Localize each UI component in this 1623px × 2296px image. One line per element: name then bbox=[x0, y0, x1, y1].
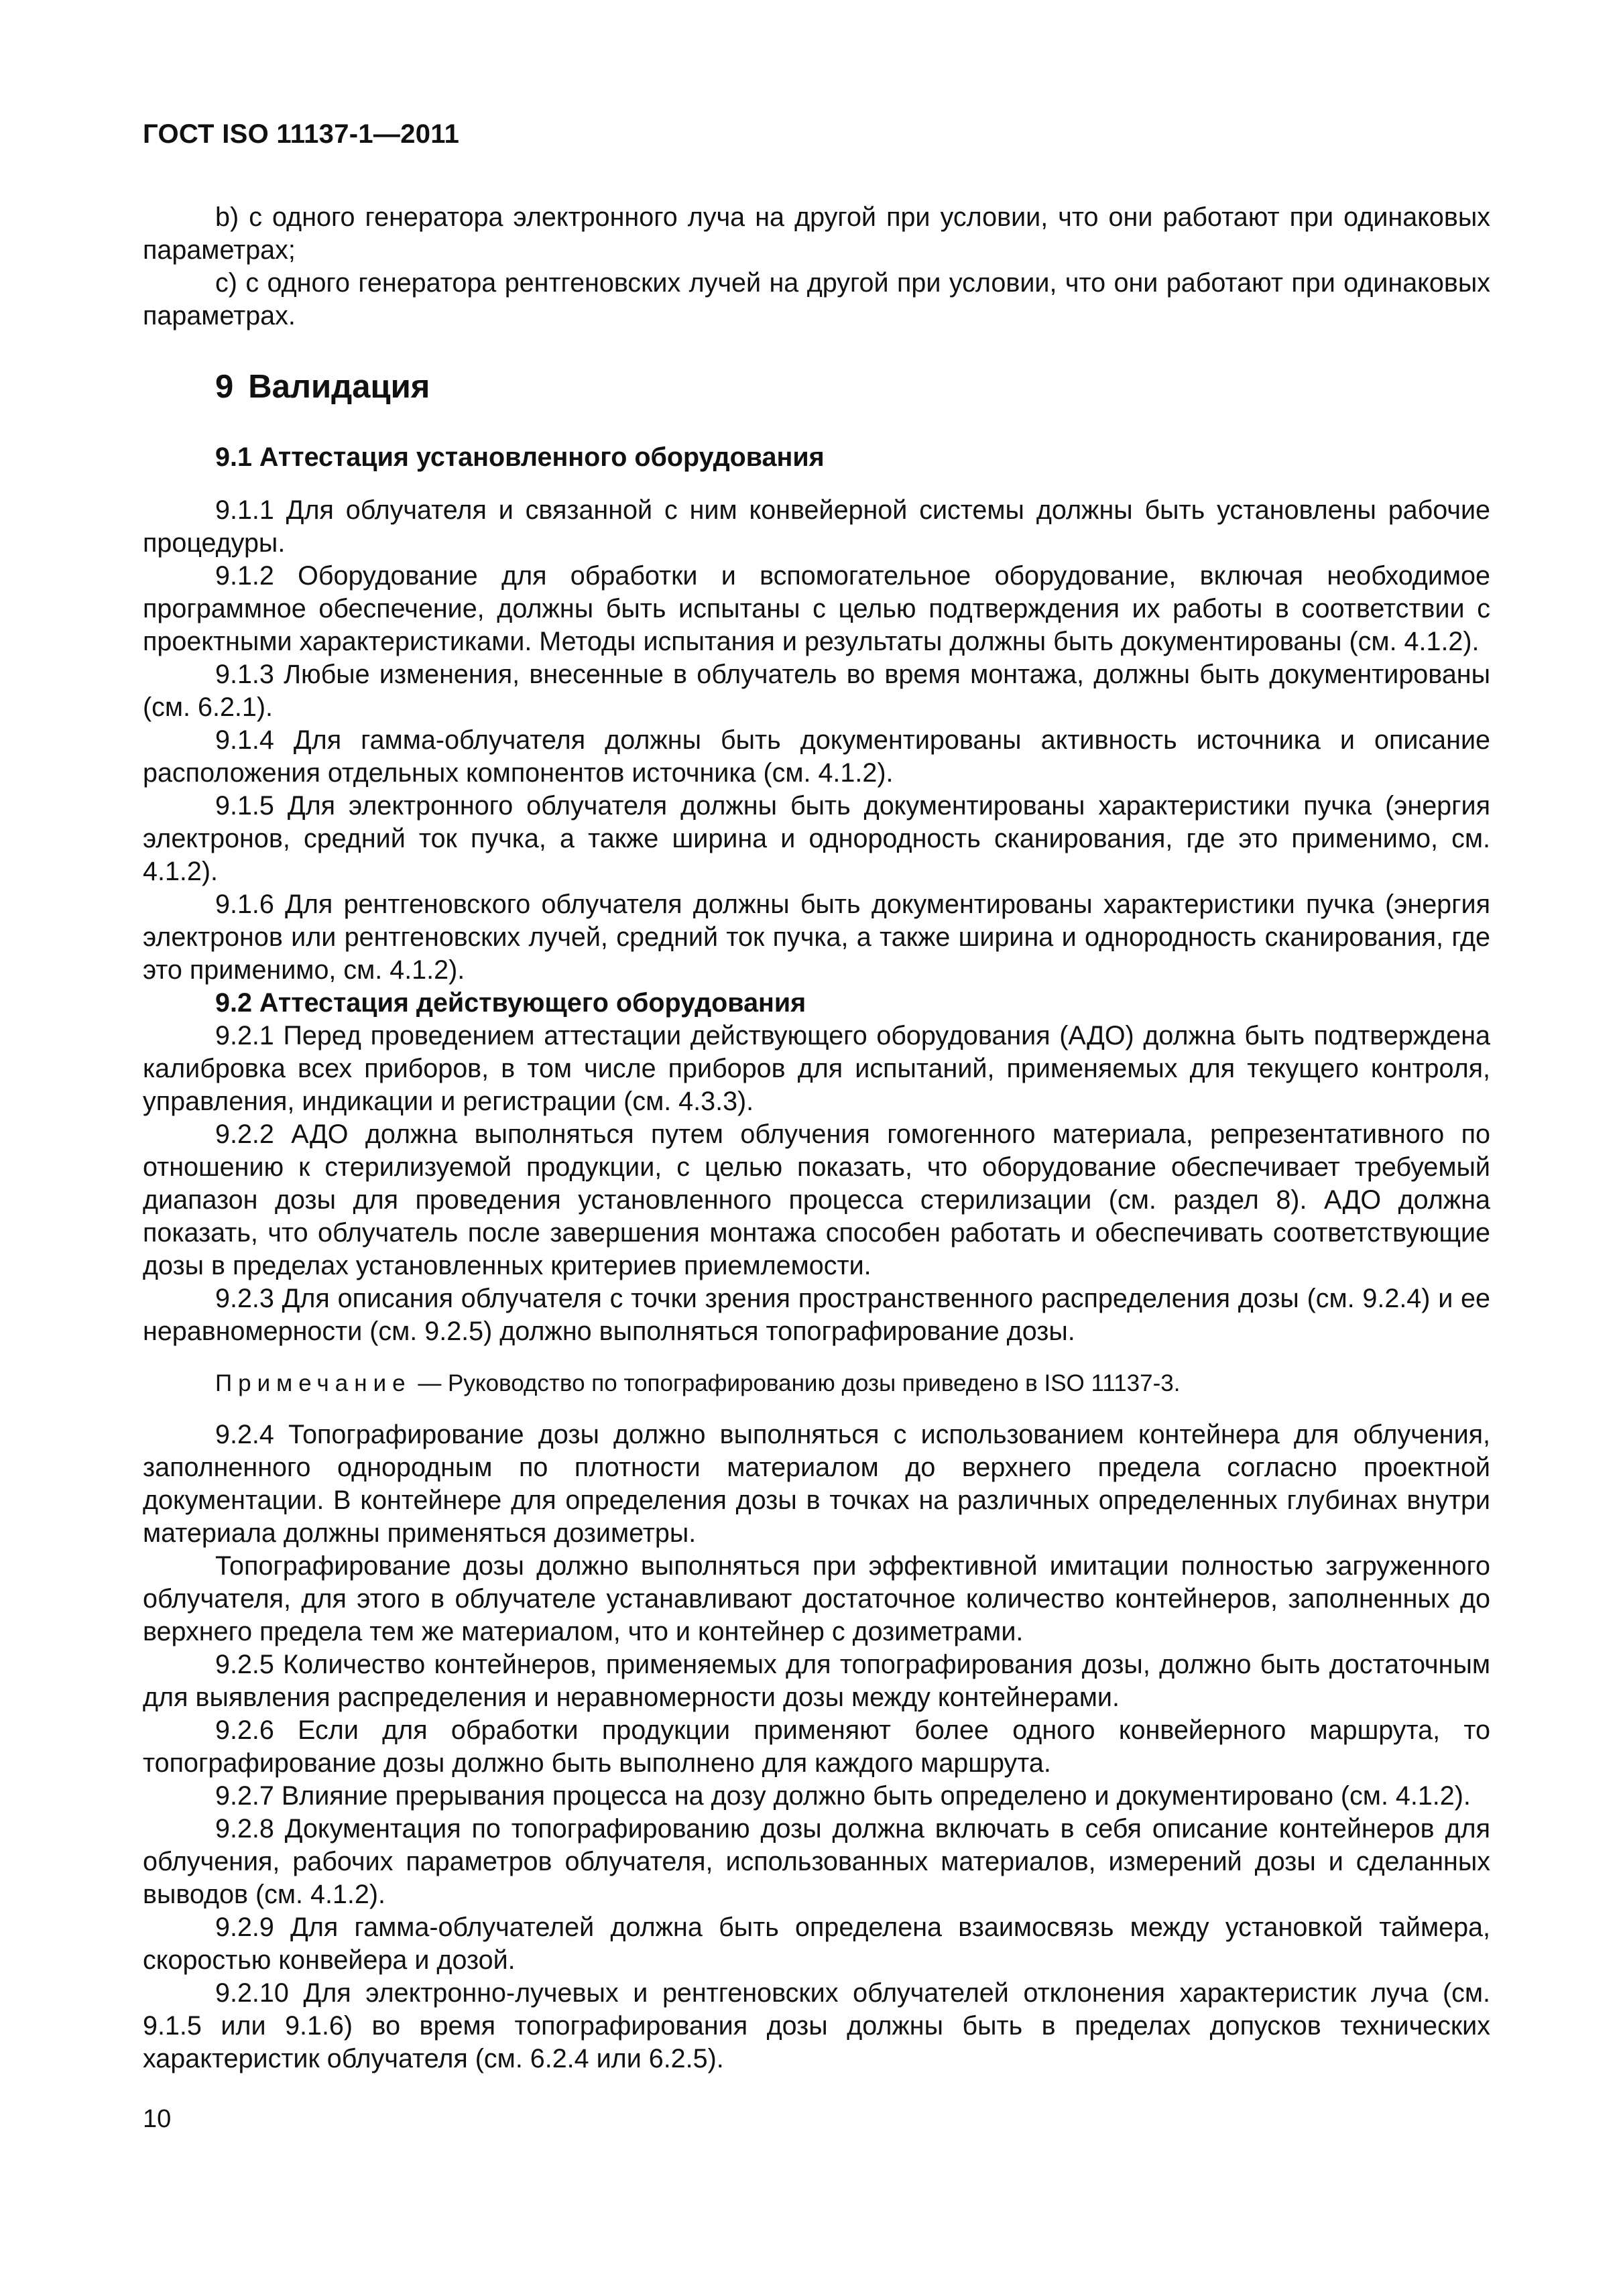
paragraph-item-b: b) с одного генератора электронного луча на другой при условии, что они работают при одинаковых параметрах; bbox=[143, 202, 1490, 265]
paragraph-9-2-8: 9.2.8 Документация по топографированию дозы должна включать в себя описание контейнеров для облучения, рабочих параметров облучателя, использованных материалов, измерений дозы и сделанных выводов (см. 4.1.2). bbox=[143, 1814, 1490, 1909]
page-number: 10 bbox=[143, 2105, 172, 2133]
paragraph-9-2-7: 9.2.7 Влияние прерывания процесса на дозу должно быть определено и документировано (см. 4.1.2). bbox=[215, 1781, 1471, 1811]
paragraph-9-2-1: 9.2.1 Перед проведением аттестации действующего оборудования (АДО) должна быть подтверждена калибровка всех приборов, в том числе приборов для испытаний, применяемых для текущего контроля, управления, индикации и регистрации (см. 4.3.3). bbox=[143, 1021, 1490, 1116]
paragraph-9-2-6: 9.2.6 Если для обработки продукции применяют более одного конвейерного маршрута, то топографирование дозы должно быть выполнено для каждого маршрута. bbox=[143, 1715, 1490, 1778]
note-label: Примечание bbox=[215, 1370, 412, 1396]
note-text: — Руководство по топографированию дозы приведено в ISO 11137-3. bbox=[411, 1370, 1181, 1396]
paragraph-9-2-4-continued: Топографирование дозы должно выполняться при эффективной имитации полностью загруженного облучателя, для этого в облучателе устанавливают достаточное количество контейнеров, заполненных до верхнего предела тем же материалом, что и контейнер с дозиметрами. bbox=[143, 1551, 1490, 1646]
section-title: Валидация bbox=[248, 369, 430, 405]
paragraph-9-1-1: 9.1.1 Для облучателя и связанной с ним конвейерной системы должны быть установлены рабочие процедуры. bbox=[143, 495, 1490, 558]
paragraph-9-2-9: 9.2.9 Для гамма-облучателей должна быть определена взаимосвязь между установкой таймера, скоростью конвейера и дозой. bbox=[143, 1913, 1490, 1975]
section-heading-9 bbox=[215, 367, 1490, 407]
paragraph-9-2-10: 9.2.10 Для электронно-лучевых и рентгеновских облучателей отклонения характеристик луча (см. 9.1.5 или 9.1.6) во время топографирования дозы должны быть в пределах допусков технических характеристик облучателя (см. 6.2.4 или 6.2.5). bbox=[143, 1978, 1490, 2073]
document-body bbox=[143, 201, 1490, 2075]
paragraph-9-1-5: 9.1.5 Для электронного облучателя должны быть документированы характеристики пучка (энергия электронов, средний ток пучка, а также ширина и однородность сканирования, где это применимо, см. 4.1.2). bbox=[143, 791, 1490, 886]
paragraph-9-2-4: 9.2.4 Топографирование дозы должно выполняться с использованием контейнера для облучения, заполненного однородным по плотности материалом до верхнего предела согласно проектной документации. В контейнере для определения дозы в точках на различных определенных глубинах внутри материала должны применяться дозиметры. bbox=[143, 1420, 1490, 1548]
note bbox=[143, 1368, 1490, 1398]
paragraph-9-1-4: 9.1.4 Для гамма-облучателя должны быть документированы активность источника и описание расположения отдельных компонентов источника (см. 4.1.2). bbox=[143, 725, 1490, 788]
subsection-heading-9-1: 9.1 Аттестация установленного оборудования bbox=[215, 442, 825, 472]
subsection-heading-9-2: 9.2 Аттестация действующего оборудования bbox=[215, 988, 806, 1018]
paragraph-9-1-3: 9.1.3 Любые изменения, внесенные в облучатель во время монтажа, должны быть документированы (см. 6.2.1). bbox=[143, 660, 1490, 722]
paragraph-item-c: c) с одного генератора рентгеновских лучей на другой при условии, что они работают при одинаковых параметрах. bbox=[143, 268, 1490, 330]
section-number: 9 bbox=[215, 369, 234, 405]
paragraph-9-2-2: 9.2.2 АДО должна выполняться путем облучения гомогенного материала, репрезентативного по отношению к стерилизуемой продукции, с целью показать, что оборудование обеспечивает требуемый диапазон дозы для проведения установленного процесса стерилизации (см. раздел 8). АДО должна показать, что облучатель после завершения монтажа способен работать и обеспечивать соответствующие дозы в пределах установленных критериев приемлемости. bbox=[143, 1120, 1490, 1280]
paragraph-9-1-6: 9.1.6 Для рентгеновского облучателя должны быть документированы характеристики пучка (энергия электронов или рентгеновских лучей, средний ток пучка, а также ширина и однородность сканирования, где это применимо, см. 4.1.2). bbox=[143, 890, 1490, 985]
paragraph-9-1-2: 9.1.2 Оборудование для обработки и вспомогательное оборудование, включая необходимое программное обеспечение, должны быть испытаны с целью подтверждения их работы в соответствии с проектными характеристиками. Методы испытания и результаты должны быть документированы (см. 4.1.2). bbox=[143, 561, 1490, 656]
document-header: ГОСТ ISO 11137-1—2011 bbox=[143, 119, 460, 149]
paragraph-9-2-5: 9.2.5 Количество контейнеров, применяемых для топографирования дозы, должно быть достаточным для выявления распределения и неравномерности дозы между контейнерами. bbox=[143, 1650, 1490, 1712]
paragraph-9-2-3: 9.2.3 Для описания облучателя с точки зрения пространственного распределения дозы (см. 9.2.4) и ее неравномерности (см. 9.2.5) должно выполняться топографирование дозы. bbox=[143, 1284, 1490, 1346]
